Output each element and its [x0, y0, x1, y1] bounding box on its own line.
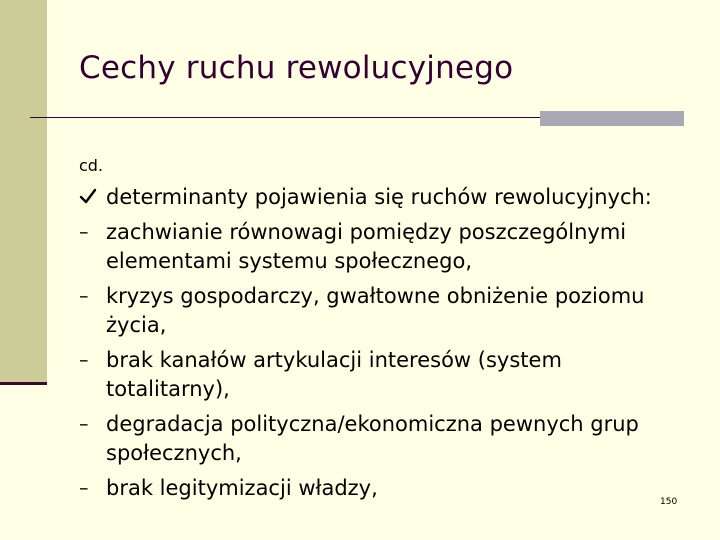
dash-marker: – — [79, 349, 89, 371]
slide-content — [79, 155, 679, 509]
title-divider-block — [540, 111, 684, 126]
checkmark-icon — [79, 187, 97, 205]
list-item — [79, 474, 679, 503]
page-number: 150 — [660, 497, 678, 507]
list-item-text: degradacja polityczna/ekonomiczna pewnych grup społecznych, — [106, 412, 639, 465]
check-bullet-item — [79, 183, 679, 212]
dash-marker: – — [79, 221, 89, 243]
list-item — [79, 218, 679, 276]
dash-marker: – — [79, 413, 89, 435]
title-divider-line — [30, 117, 540, 118]
dash-marker: – — [79, 477, 89, 499]
continuation-label: cd. — [79, 156, 104, 175]
list-item — [79, 410, 679, 468]
list-item-text: brak kanałów artykulacji interesów (system totalitarny), — [106, 348, 562, 401]
left-decorative-bar — [0, 0, 47, 382]
list-item-text: zachwianie równowagi pomiędzy poszczególnymi elementami systemu społecznego, — [106, 220, 627, 273]
list-item — [79, 282, 679, 340]
slide-title: Cechy ruchu rewolucyjnego — [79, 50, 514, 86]
dash-marker: – — [79, 285, 89, 307]
list-item — [79, 346, 679, 404]
check-bullet-text: determinanty pojawienia się ruchów rewolucyjnych: — [106, 185, 652, 209]
list-item-text: brak legitymizacji władzy, — [106, 476, 378, 500]
left-bar-underline — [0, 382, 47, 385]
list-item-text: kryzys gospodarczy, gwałtowne obniżenie poziomu życia, — [106, 284, 645, 337]
